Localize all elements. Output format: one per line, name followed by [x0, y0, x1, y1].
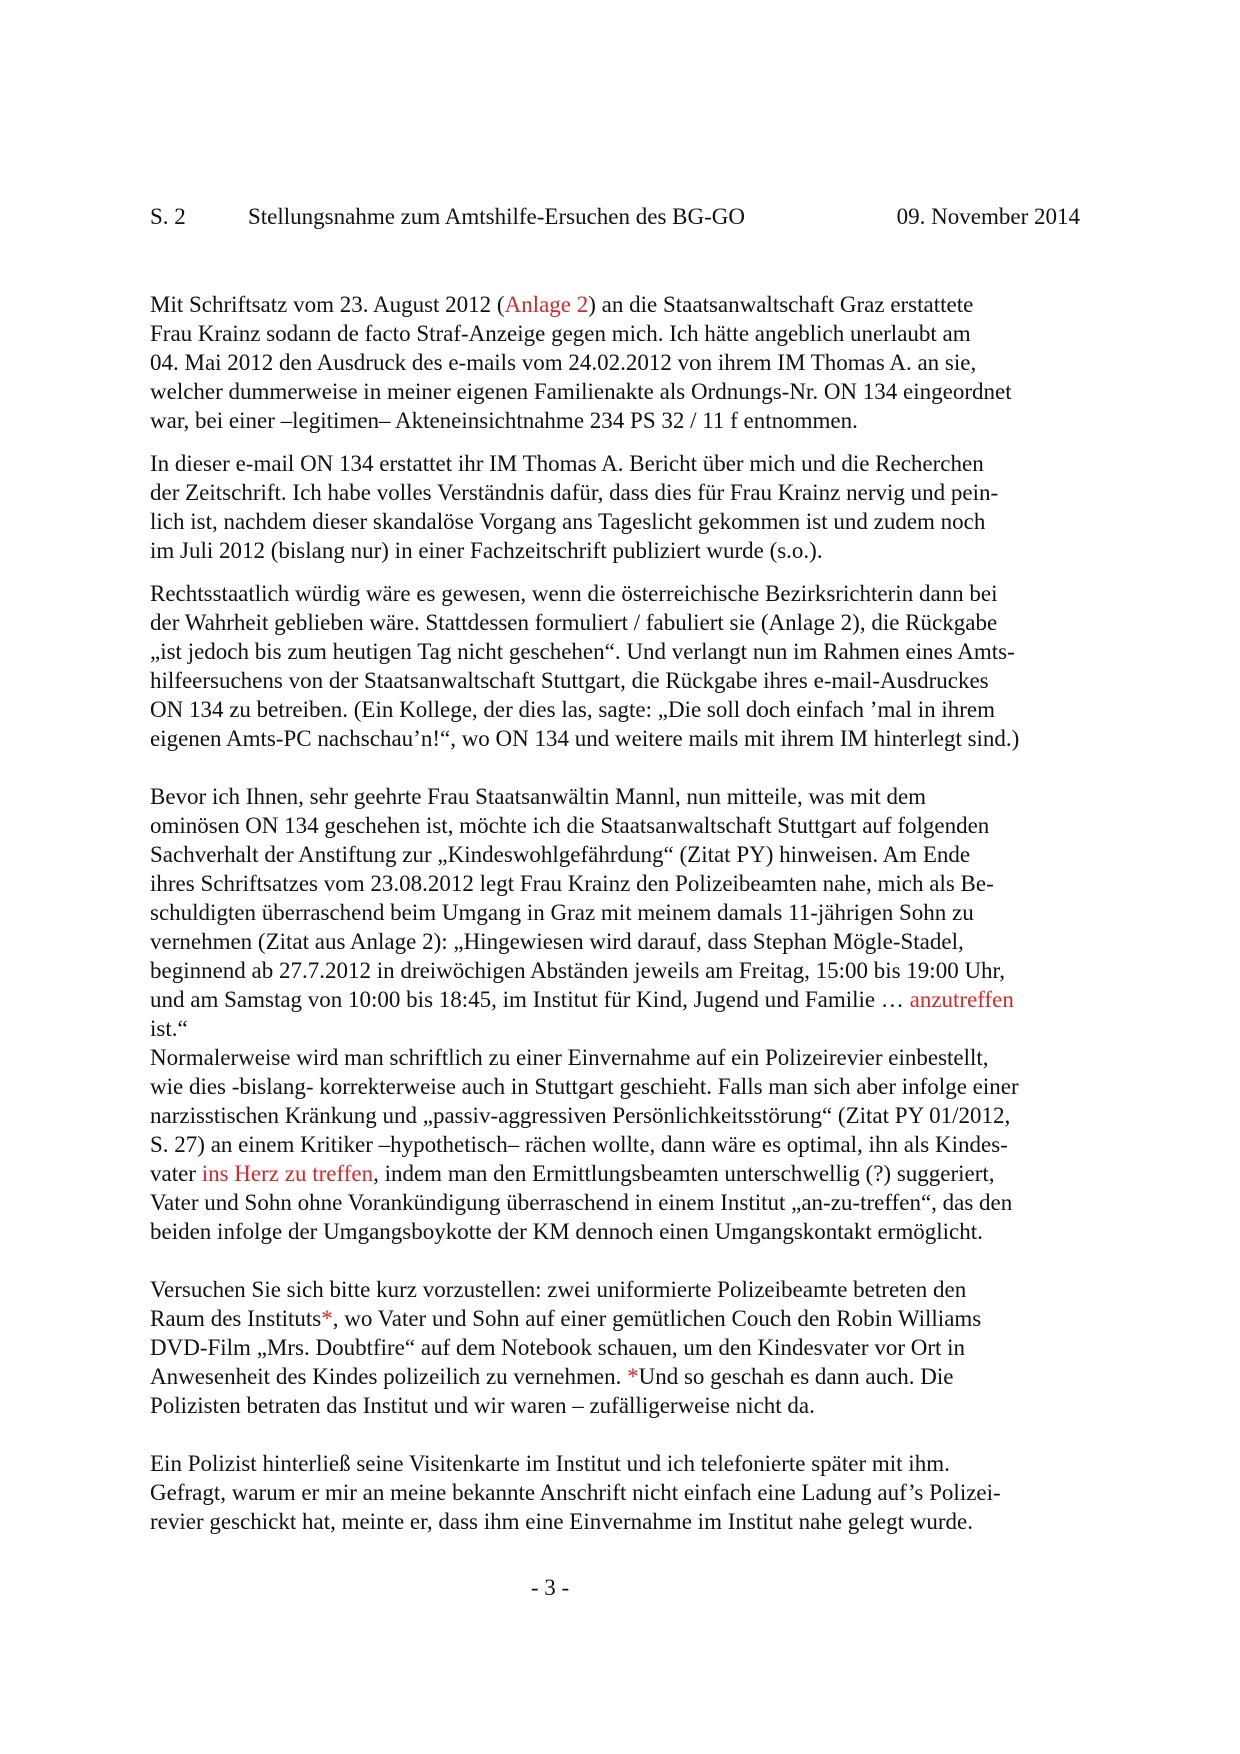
document-body: [150, 290, 1090, 1536]
text-line: [150, 1016, 188, 1041]
text-line: [150, 1074, 1019, 1099]
text-run: ON 134 zu betreiben. (Ein Kollege, der dies las, sagte: „Die soll doch einfach ’mal in ihrem: [150, 697, 995, 722]
highlighted-text: *: [627, 1364, 639, 1389]
text-run: vater: [150, 1161, 202, 1186]
text-line: [150, 697, 995, 722]
header-page-label: S. 2: [150, 204, 186, 229]
paragraph-5: [150, 1043, 1090, 1246]
text-line: [150, 1045, 989, 1070]
text-run: im Juli 2012 (bislang nur) in einer Fachzeitschrift publiziert wurde (s.o.).: [150, 538, 823, 563]
text-line: [150, 321, 971, 346]
text-line: [150, 1103, 1010, 1128]
text-run: 04. Mai 2012 den Ausdruck des e-mails vom 24.02.2012 von ihrem IM Thomas A. an sie,: [150, 350, 977, 375]
text-run: der Wahrheit geblieben wäre. Stattdessen formuliert / fabuliert sie (Anlage 2), die Rückgabe: [150, 610, 998, 635]
text-run: DVD-Film „Mrs. Doubtfire“ auf dem Notebook schauen, um den Kindesvater vor Ort in: [150, 1335, 966, 1360]
text-line: [150, 581, 998, 606]
text-run: Raum des Instituts: [150, 1306, 322, 1331]
text-run: ) an die Staatsanwaltschaft Graz erstattete: [588, 292, 974, 317]
page-header: [150, 204, 1080, 238]
text-line: [150, 1480, 1001, 1505]
text-line: [150, 610, 997, 635]
text-line: [150, 1451, 950, 1476]
text-line: [150, 987, 1014, 1012]
paragraph-7: [150, 1449, 1090, 1536]
text-run: hilfeersuchens von der Staatsanwaltschaft Stuttgart, die Rückgabe ihres e-mail-Ausdruckes: [150, 668, 989, 693]
text-line: [150, 726, 1019, 751]
text-line: [150, 958, 1005, 983]
text-line: [150, 929, 964, 954]
text-line: [150, 842, 970, 867]
text-run: ist.“: [150, 1016, 188, 1041]
text-run: Rechtsstaatlich würdig wäre es gewesen, wenn die österreichische Bezirksrichterin dann bei: [150, 581, 998, 606]
text-run: Polizisten betraten das Institut und wir waren – zufälligerweise nicht da.: [150, 1393, 815, 1418]
highlighted-text: Anlage 2: [504, 292, 589, 317]
text-run: Sachverhalt der Anstiftung zur „Kindeswohlgefährdung“ (Zitat PY) hinweisen. Am Ende: [150, 842, 971, 867]
highlighted-text: *: [321, 1306, 333, 1331]
text-line: [150, 480, 998, 505]
text-run: Normalerweise wird man schriftlich zu einer Einvernahme auf ein Polizeirevier einbestellt,: [150, 1045, 989, 1070]
text-line: [150, 408, 858, 433]
text-line: [150, 668, 989, 693]
text-run: Mit Schriftsatz vom 23. August 2012 (: [150, 292, 505, 317]
text-run: welcher dummerweise in meiner eigenen Familienakte als Ordnungs-Nr. ON 134 eingeordnet: [150, 379, 1012, 404]
text-line: [150, 379, 1012, 404]
text-run: narzisstischen Kränkung und „passiv-aggressiven Persönlichkeitsstörung“ (Zitat PY 01/2012,: [150, 1103, 1011, 1128]
text-line: [150, 1219, 983, 1244]
text-run: beginnend ab 27.7.2012 in dreiwöchigen Abständen jeweils am Freitag, 15:00 bis 19:00 Uhr,: [150, 958, 1006, 983]
text-run: Gefragt, warum er mir an meine bekannte Anschrift nicht einfach eine Ladung auf’s Polizei-: [150, 1480, 1001, 1505]
text-run: Ein Polizist hinterließ seine Visitenkarte im Institut und ich telefonierte später mit ihm.: [150, 1451, 950, 1476]
text-run: und am Samstag von 10:00 bis 18:45, im Institut für Kind, Jugend und Familie …: [150, 987, 910, 1012]
text-line: [150, 900, 974, 925]
text-run: S. 27) an einem Kritiker –hypothetisch– rächen wollte, dann wäre es optimal, ihn als Kindes-: [150, 1132, 1008, 1157]
text-run: Anwesenheit des Kindes polizeilich zu vernehmen.: [150, 1364, 628, 1389]
text-run: „ist jedoch bis zum heutigen Tag nicht geschehen“. Und verlangt nun im Rahmen eines Amts-: [150, 639, 1015, 664]
text-run: Versuchen Sie sich bitte kurz vorzustellen: zwei uniformierte Polizeibeamte betreten den: [150, 1277, 967, 1302]
text-line: [150, 1509, 973, 1534]
paragraph-3: [150, 579, 1090, 753]
paragraph-6: [150, 1275, 1090, 1420]
text-run: Frau Krainz sodann de facto Straf-Anzeige gegen mich. Ich hätte angeblich unerlaubt am: [150, 321, 971, 346]
text-run: Bevor ich Ihnen, sehr geehrte Frau Staatsanwältin Mannl, nun mitteile, was mit dem: [150, 784, 927, 809]
text-run: der Zeitschrift. Ich habe volles Verständnis dafür, dass dies für Frau Krainz nervig und pein-: [150, 480, 999, 505]
text-line: [150, 350, 976, 375]
text-line: [150, 538, 823, 563]
text-line: [150, 292, 973, 317]
text-line: [150, 1364, 954, 1389]
header-date: 09. November 2014: [896, 204, 1080, 229]
text-run: Vater und Sohn ohne Vorankündigung überraschend in einem Institut „an-zu-treffen“, das den: [150, 1190, 1013, 1215]
text-run: lich ist, nachdem dieser skandalöse Vorgang ans Tageslicht gekommen ist und zudem noch: [150, 509, 986, 534]
text-line: [150, 1393, 815, 1418]
highlighted-text: ins Herz zu treffen: [201, 1161, 374, 1186]
text-run: war, bei einer –legitimen– Akteneinsichtnahme 234 PS 32 / 11 f entnommen.: [150, 408, 858, 433]
text-line: [150, 509, 985, 534]
text-line: [150, 1306, 981, 1331]
text-line: [150, 639, 1015, 664]
text-run: ominösen ON 134 geschehen ist, möchte ich die Staatsanwaltschaft Stuttgart auf folgenden: [150, 813, 990, 838]
text-line: [150, 813, 989, 838]
text-line: [150, 871, 994, 896]
text-run: , wo Vater und Sohn auf einer gemütlichen Couch den Robin Williams: [332, 1306, 982, 1331]
text-run: ihres Schriftsatzes vom 23.08.2012 legt Frau Krainz den Polizeibeamten nahe, mich als Be-: [150, 871, 994, 896]
text-line: [150, 1335, 965, 1360]
text-run: Und so geschah es dann auch. Die: [638, 1364, 954, 1389]
text-run: vernehmen (Zitat aus Anlage 2): „Hingewiesen wird darauf, dass Stephan Mögle-Stadel,: [150, 929, 964, 954]
text-line: [150, 1190, 1012, 1215]
text-line: [150, 1132, 1008, 1157]
page-number: - 3 -: [530, 1575, 570, 1600]
text-line: [150, 784, 926, 809]
paragraph-2: [150, 449, 1090, 565]
text-run: wie dies -bislang- korrekterweise auch in Stuttgart geschieht. Falls man sich aber infolge einer: [150, 1074, 1019, 1099]
text-run: eigenen Amts-PC nachschau’n!“, wo ON 134 und weitere mails mit ihrem IM hinterlegt sind.): [150, 726, 1020, 751]
text-run: revier geschickt hat, meinte er, dass ihm eine Einvernahme im Institut nahe gelegt wurde.: [150, 1509, 973, 1534]
text-run: In dieser e-mail ON 134 erstattet ihr IM Thomas A. Bericht über mich und die Recherchen: [150, 451, 984, 476]
text-run: , indem man den Ermittlungsbeamten unterschwellig (?) suggeriert,: [373, 1161, 995, 1186]
text-line: [150, 1161, 995, 1186]
text-line: [150, 1277, 966, 1302]
header-title: Stellungsnahme zum Amtshilfe-Ersuchen des BG-GO: [248, 204, 745, 229]
text-run: schuldigten überraschend beim Umgang in Graz mit meinem damals 11-jährigen Sohn zu: [150, 900, 974, 925]
paragraph-4: [150, 782, 1090, 1043]
paragraph-1: [150, 290, 1090, 435]
text-run: beiden infolge der Umgangsboykotte der KM dennoch einen Umgangskontakt ermöglicht.: [150, 1219, 983, 1244]
highlighted-text: anzutreffen: [909, 987, 1014, 1012]
text-line: [150, 451, 984, 476]
